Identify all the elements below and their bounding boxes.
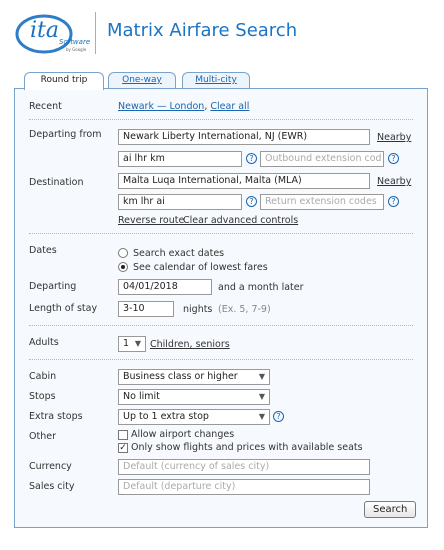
divider	[29, 359, 413, 360]
routing-help-icon[interactable]: ?	[246, 196, 257, 207]
chevron-down-icon: ▼	[258, 392, 265, 401]
calendar-fares-label: See calendar of lowest fares	[133, 262, 268, 273]
recent-searches	[118, 101, 249, 112]
ita-software-logo	[14, 10, 94, 58]
allow-airport-changes-label: Allow airport changes	[131, 429, 235, 440]
exact-dates-label: Search exact dates	[133, 248, 225, 259]
adults-select-value: 1	[123, 338, 130, 349]
tab-one-way[interactable]: One-way	[108, 72, 176, 88]
outbound-extension-input[interactable]: Outbound extension cod	[260, 151, 384, 167]
origin-routing-codes-input[interactable]: ai lhr km	[118, 151, 242, 167]
extra-stops-help-icon[interactable]: ?	[273, 411, 284, 422]
return-extension-input[interactable]: Return extension codes	[260, 194, 384, 210]
logo-sub-text: Software	[59, 38, 91, 46]
destination-input[interactable]: Malta Luqa International, Malta (MLA)	[118, 173, 370, 189]
departure-date-input[interactable]: 04/01/2018	[118, 279, 212, 295]
search-button[interactable]: Search	[364, 501, 416, 518]
children-seniors-link[interactable]: Children, seniors	[150, 339, 230, 350]
destination-nearby-link[interactable]: Nearby	[377, 176, 412, 187]
extra-stops-select-value: Up to 1 extra stop	[123, 411, 209, 422]
header-divider	[95, 12, 96, 54]
tab-round-trip[interactable]: Round trip	[24, 72, 104, 90]
adults-label: Adults	[29, 337, 59, 348]
clear-all-link[interactable]: Clear all	[210, 101, 250, 112]
cabin-label: Cabin	[29, 371, 57, 382]
routing-help-icon[interactable]: ?	[246, 153, 257, 164]
stops-select-value: No limit	[123, 391, 160, 402]
sales-city-label: Sales city	[29, 481, 75, 492]
extension-help-icon[interactable]: ?	[388, 153, 399, 164]
clear-advanced-controls-link[interactable]: Clear advanced controls	[183, 215, 299, 226]
chevron-down-icon: ▼	[258, 372, 265, 381]
departing-label: Departing	[29, 281, 77, 292]
other-label: Other	[29, 431, 56, 442]
allow-airport-changes-checkbox[interactable]	[118, 430, 128, 440]
dates-label: Dates	[29, 245, 57, 256]
tab-multi-city[interactable]: Multi-city	[182, 72, 250, 88]
origin-nearby-link[interactable]: Nearby	[377, 132, 412, 143]
cabin-select[interactable]	[118, 369, 270, 385]
adults-select[interactable]	[118, 336, 146, 352]
destination-routing-codes-input[interactable]: km lhr ai	[118, 194, 242, 210]
stops-select[interactable]	[118, 389, 270, 405]
length-of-stay-hint: (Ex. 5, 7-9)	[218, 304, 271, 315]
extra-stops-label: Extra stops	[29, 411, 83, 422]
recent-label: Recent	[29, 101, 62, 112]
logo-by-text: by Google	[66, 47, 87, 52]
currency-label: Currency	[29, 461, 72, 472]
recent-search-link[interactable]: Newark — London	[118, 101, 205, 112]
extra-stops-select[interactable]	[118, 409, 270, 425]
cabin-select-value: Business class or higher	[123, 371, 238, 382]
calendar-fares-radio[interactable]	[118, 262, 128, 272]
origin-input[interactable]: Newark Liberty International, NJ (EWR)	[118, 129, 370, 145]
search-form-panel	[14, 88, 428, 528]
available-seats-checkbox[interactable]: ✓	[119, 443, 127, 453]
chevron-down-icon: ▼	[134, 339, 141, 348]
page-title: Matrix Airfare Search	[107, 20, 298, 41]
divider	[29, 233, 413, 234]
departing-from-label: Departing from	[29, 129, 102, 140]
sales-city-input[interactable]: Default (departure city)	[118, 479, 370, 495]
currency-input[interactable]: Default (currency of sales city)	[118, 459, 370, 475]
recent-separator: ,	[204, 101, 208, 112]
extension-help-icon[interactable]: ?	[388, 196, 399, 207]
chevron-down-icon: ▼	[258, 412, 265, 421]
available-seats-label: Only show flights and prices with available seats	[131, 442, 363, 453]
divider	[29, 119, 413, 120]
length-of-stay-label: Length of stay	[29, 303, 98, 314]
length-of-stay-input[interactable]: 3-10	[118, 301, 174, 317]
destination-label: Destination	[29, 177, 84, 188]
departing-suffix: and a month later	[218, 282, 304, 293]
nights-label: nights	[183, 304, 213, 315]
divider	[29, 325, 413, 326]
stops-label: Stops	[29, 391, 56, 402]
reverse-route-link[interactable]: Reverse route	[118, 215, 185, 226]
exact-dates-radio[interactable]	[118, 248, 128, 258]
logo-main-text: ita	[30, 18, 59, 43]
